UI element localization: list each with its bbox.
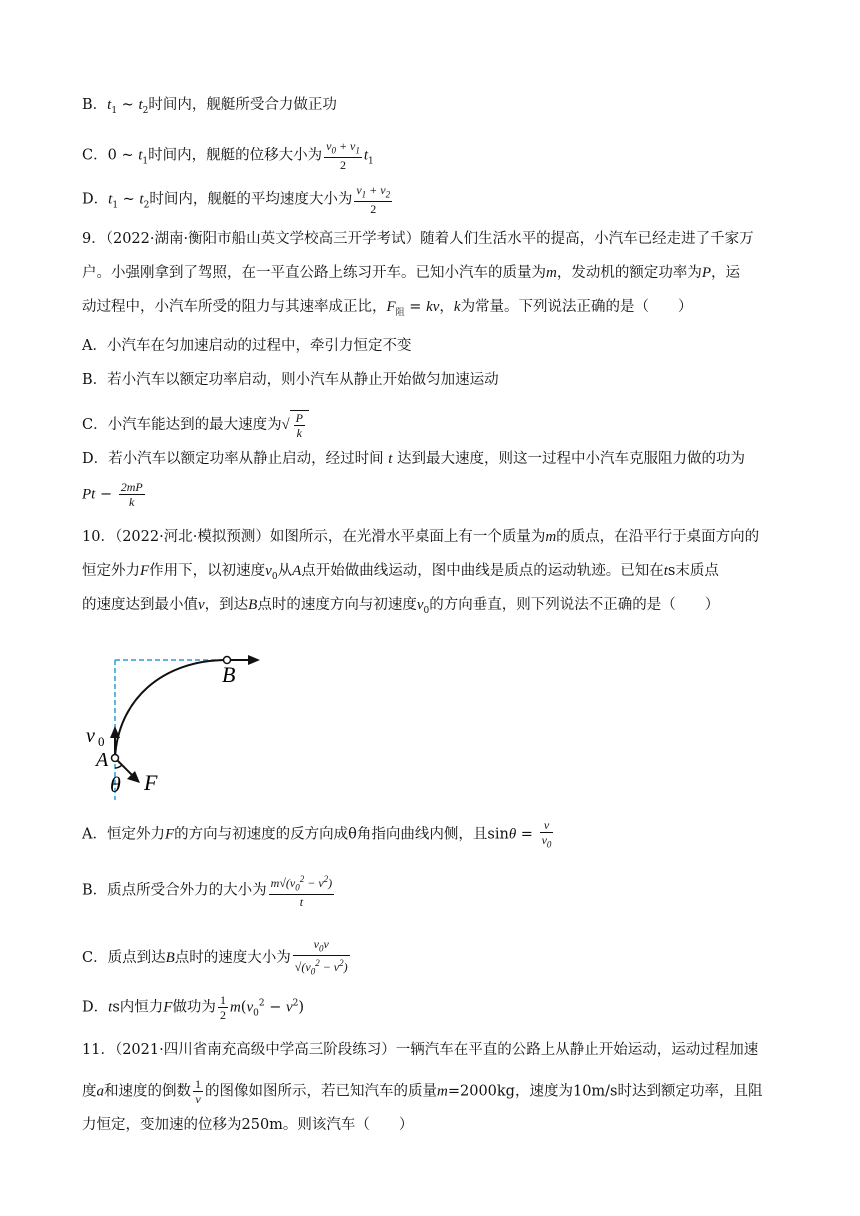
q10-option-b[interactable]: B．质点所受合外力的大小为 $\frac{m√(v_0^2 - v^2)}{t}$ — [82, 874, 333, 910]
q9-option-d-formula: Pt − $\frac{2mP}{k}$ — [82, 480, 143, 509]
trajectory-figure — [82, 640, 282, 800]
label-v0: v — [86, 725, 95, 747]
q9-option-d[interactable]: D．若小汽车以额定功率从静止启动，经过时间 t 达到最大速度，则这一过程中小汽车克服阻力做的功为 — [82, 451, 746, 467]
q10-option-c[interactable]: C．质点到达B点时的速度大小为 $\frac{v_0v}{√(v_0^2 - v^2)}$ — [82, 937, 348, 977]
q9-stem-line-3: 动过程中，小汽车所受的阻力与其速率成正比，$F_阻$ = kv，k为常量。下列说法正确的是（ ） — [82, 299, 693, 318]
sqrt: √ $\frac{P}{k}$ — [282, 410, 309, 440]
q8-option-c[interactable]: C．0 ~ $t_1$时间内，舰艇的位移大小为 $\frac{v_0 + v_1}{2}$ $t_1$ — [82, 139, 374, 173]
fraction: $\frac{v_0 + v_1}{2}$ — [326, 139, 360, 173]
q9-option-a[interactable]: A．小汽车在匀加速启动的过程中，牵引力恒定不变 — [82, 338, 412, 354]
label-theta: θ — [110, 772, 121, 797]
arrowhead-b — [248, 655, 260, 665]
label-b: B — [222, 662, 236, 687]
q10-option-d[interactable]: D．ts内恒力F做功为 $\frac{1}{2}$ $m(v_0^2 - v^2)$ — [82, 993, 305, 1022]
label-a: A — [96, 749, 109, 771]
fraction: $\frac{v_1 + v_2}{2}$ — [356, 183, 391, 217]
trajectory-curve — [115, 660, 227, 758]
q11-stem-line-3: 力恒定，变加速的位移为250m。则该汽车（ ） — [82, 1117, 414, 1133]
q9-stem-line-2: 户。小强刚拿到了驾照，在一平直公路上练习开车。已知小汽车的质量为m，发动机的额定功率为P，运 — [82, 265, 741, 281]
q9-option-c[interactable]: C．小汽车能达到的最大速度为√ $\frac{P}{k}$ — [82, 410, 309, 440]
point-a — [112, 755, 119, 762]
q9-stem-line-1: 9．（2022·湖南·衡阳市船山英文学校高三开学考试）随着人们生活水平的提高，小汽车已经走进了千家万 — [82, 231, 754, 247]
label-f: F — [144, 770, 158, 795]
q8-option-b[interactable]: B．$t_1$ ~ $t_2$时间内，舰艇所受合力做正功 — [82, 97, 337, 116]
q10-stem-line-2: 恒定外力F作用下，以初速度$v_0$从A点开始做曲线运动，图中曲线是质点的运动轨迹。已知在ts末质点 — [82, 563, 719, 582]
q11-stem-line-1: 11．（2021·四川省南充高级中学高三阶段练习）一辆汽车在平直的公路上从静止开始运动，运动过程加速 — [82, 1042, 759, 1058]
q10-stem-line-3: 的速度达到最小值v，到达B点时的速度方向与初速度$v_0$的方向垂直，则下列说法不正确的是（ ） — [82, 597, 720, 616]
q11-stem-line-2: 度a和速度的倒数 $\frac{1}{v}$ 的图像如图所示，若已知汽车的质量m=2000kg，速度为10m/s时达到额定功率，且阻 — [82, 1077, 763, 1106]
label-v0-sub: 0 — [98, 734, 105, 749]
q8-option-d[interactable]: D．$t_1$ ~ $t_2$时间内，舰艇的平均速度大小为 $\frac{v_1 + v_2}{2}$ — [82, 183, 391, 217]
q10-option-a[interactable]: A．恒定外力F的方向与初速度的反方向成θ角指向曲线内侧，且sinθ = $\frac{v}{v_0}$ — [82, 818, 552, 850]
theta-arc — [115, 765, 122, 768]
q9-option-b[interactable]: B．若小汽车以额定功率启动，则小汽车从静止开始做匀加速运动 — [82, 372, 499, 388]
q10-stem-line-1: 10．（2022·河北·模拟预测）如图所示，在光滑水平桌面上有一个质量为m的质点，在沿平行于桌面方向的 — [82, 529, 760, 545]
